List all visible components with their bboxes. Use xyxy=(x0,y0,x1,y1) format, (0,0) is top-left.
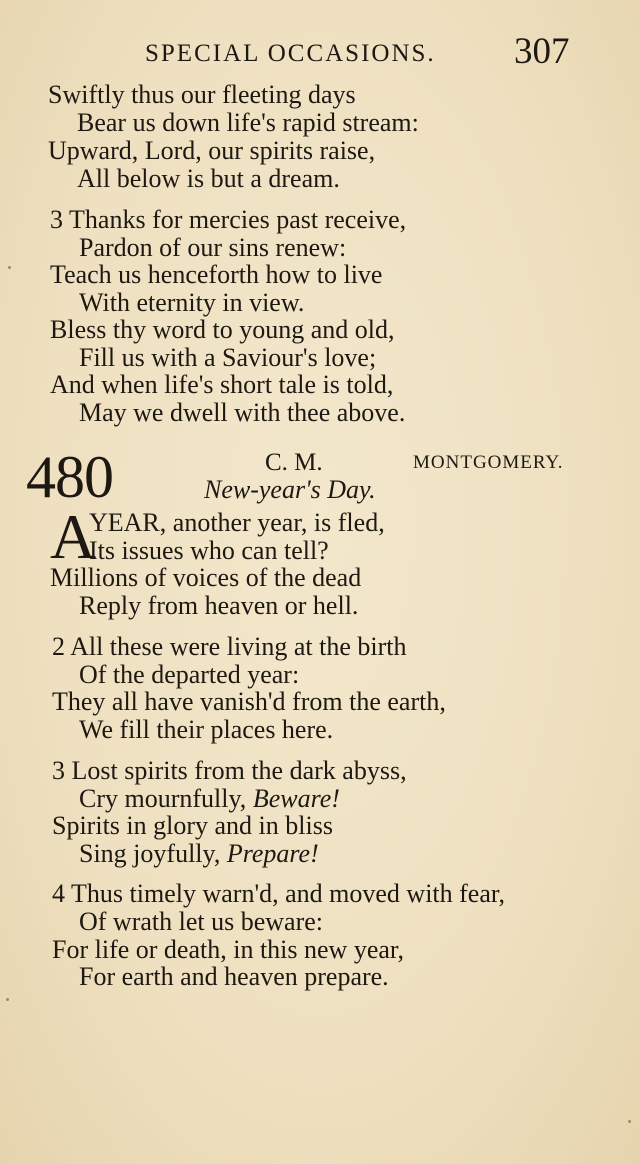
verse-line: Teach us henceforth how to live xyxy=(50,260,383,289)
verse-line xyxy=(79,839,319,869)
page-number: 307 xyxy=(514,31,570,72)
verse-line: May we dwell with thee above. xyxy=(79,398,406,427)
verse-line: Upward, Lord, our spirits raise, xyxy=(48,136,376,165)
verse-line: Bear us down life's rapid stream: xyxy=(77,108,419,137)
verse-line: With eternity in view. xyxy=(79,288,305,317)
verse-line: Its issues who can tell? xyxy=(89,536,329,565)
hymn-author: MONTGOMERY. xyxy=(413,452,564,473)
verse-line: They all have vanish'd from the earth, xyxy=(52,687,446,716)
verse-line: For earth and heaven prepare. xyxy=(79,962,389,991)
verse-line: And when life's short tale is told, xyxy=(50,370,394,399)
paper-speck xyxy=(6,998,9,1001)
verse-line: 2 All these were living at the birth xyxy=(52,632,407,661)
verse-line: Of the departed year: xyxy=(79,660,300,689)
verse-emphasis: Beware! xyxy=(252,784,340,813)
hymn-number: 480 xyxy=(26,444,113,510)
verse-line: Bless thy word to young and old, xyxy=(50,315,395,344)
verse-text: Sing joyfully, xyxy=(79,839,227,868)
verse-line: Of wrath let us beware: xyxy=(79,907,324,936)
verse-line: 3 Lost spirits from the dark abyss, xyxy=(52,756,407,785)
verse-line: Millions of voices of the dead xyxy=(50,563,362,592)
verse-line: We fill their places here. xyxy=(79,715,334,744)
paper-speck xyxy=(628,1120,631,1123)
verse-line: Spirits in glory and in bliss xyxy=(52,811,333,840)
verse-line xyxy=(79,784,340,814)
verse-line: All below is but a dream. xyxy=(77,164,340,193)
verse-line: Fill us with a Saviour's love; xyxy=(79,343,377,372)
page-header xyxy=(0,30,640,74)
verse-line: YEAR, another year, is fled, xyxy=(89,508,385,537)
running-head: SPECIAL OCCASIONS. xyxy=(145,40,436,67)
paper-speck xyxy=(8,266,11,269)
verse-line: 4 Thus timely warn'd, and moved with fear, xyxy=(52,879,506,908)
verse-line: For life or death, in this new year, xyxy=(52,935,405,964)
verse-line: Reply from heaven or hell. xyxy=(79,591,359,620)
verse-line: Pardon of our sins renew: xyxy=(79,233,347,262)
hymn-occasion: New-year's Day. xyxy=(204,475,376,504)
verse-line: 3 Thanks for mercies past receive, xyxy=(50,205,407,234)
hymn-meter: C. M. xyxy=(265,449,323,476)
verse-emphasis: Prepare! xyxy=(226,839,319,868)
drop-cap: A xyxy=(50,501,97,572)
verse-line: Swiftly thus our fleeting days xyxy=(48,80,356,109)
verse-text: Cry mournfully, xyxy=(79,784,253,813)
